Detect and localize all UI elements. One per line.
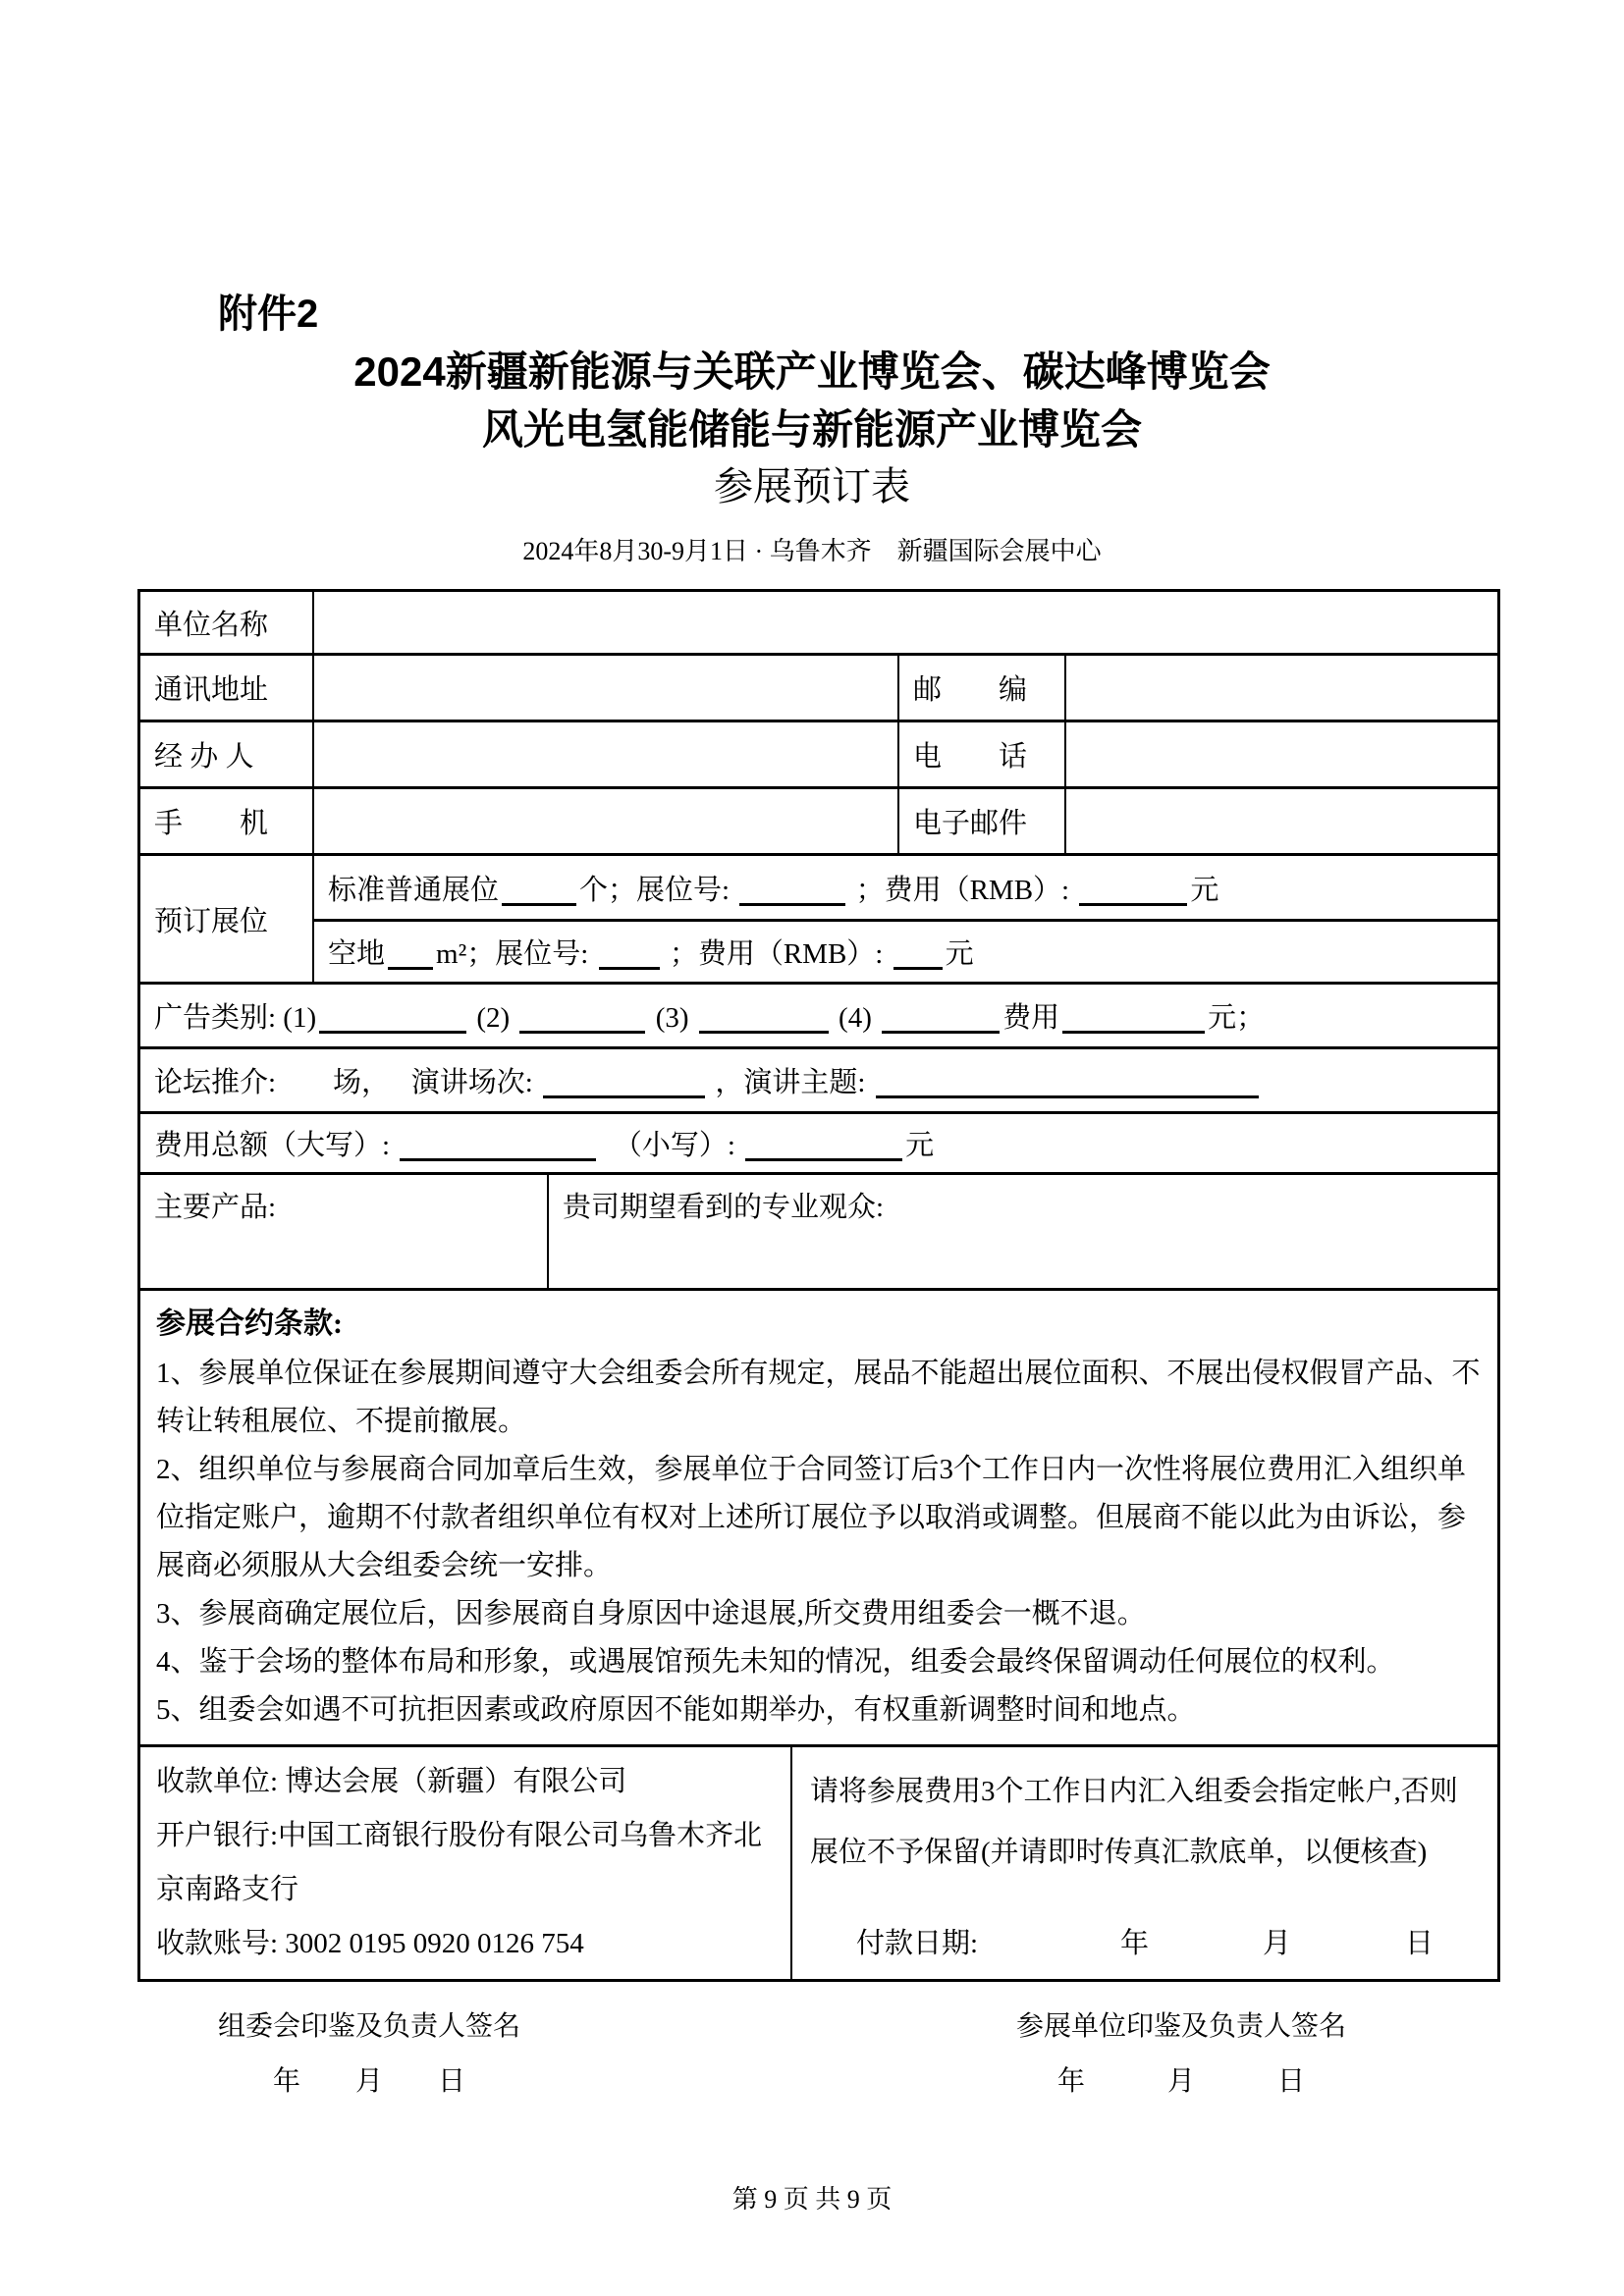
booth-options — [312, 856, 1497, 982]
total-fee-line — [140, 1114, 1497, 1172]
booth-label: 预订展位 — [154, 905, 269, 937]
page-number: 第 9 页 共 9 页 — [731, 2185, 893, 2214]
text-segment: (3) — [648, 1002, 696, 1034]
blank-underline — [699, 1001, 829, 1034]
title-line-1-text: 新疆新能源与关联产业博览会、碳达峰博览会 — [445, 350, 1271, 396]
title-line-3: 参展预订表 — [714, 464, 910, 508]
row-unit-name — [140, 592, 1497, 653]
organizer-signature-block — [218, 2004, 520, 2099]
blank-underline — [543, 1066, 705, 1098]
payment-instructions — [790, 1747, 1497, 1979]
text-segment: m²；展位号: — [436, 938, 596, 970]
blank-underline — [400, 1129, 596, 1161]
attachment-label: 附件2 — [218, 293, 319, 336]
blank-underline — [319, 1001, 466, 1034]
text-segment: (2) — [469, 1002, 517, 1034]
agent-label: 经 办 人 — [154, 741, 254, 773]
blank-underline — [893, 937, 943, 970]
booth-rawspace-text — [328, 932, 974, 972]
text-segment: 费用 — [1002, 1002, 1060, 1034]
unit-name-label: 单位名称 — [154, 609, 269, 641]
text-segment: 标准普通展位 — [328, 874, 500, 906]
text-segment: 个；展位号: — [579, 874, 737, 906]
list-item: 1、参展单位保证在参展期间遵守大会组委会所有规定，展品不能超出展位面积、不展出侵权假冒产品、不转让转租展位、不提前撤展。 — [156, 1358, 1481, 1437]
list-item: 3、参展商确定展位后，因参展商自身原因中途退展,所交费用组委会一概不退。 — [156, 1598, 1146, 1629]
mobile-label: 手 机 — [154, 808, 269, 839]
total-fee-text — [154, 1123, 934, 1163]
postcode-value — [1064, 656, 1497, 720]
text-segment: 论坛推介: 场， 演讲场次: — [154, 1067, 541, 1098]
blank-underline — [599, 937, 660, 970]
title-year: 2024 — [353, 348, 446, 395]
email-value — [1064, 789, 1497, 853]
row-products — [140, 1172, 1497, 1288]
unit-name-value — [312, 592, 1497, 653]
blank-underline — [745, 1129, 902, 1161]
row-terms — [140, 1288, 1497, 1744]
list-item: 收款单位: 博达会展（新疆）有限公司 — [156, 1766, 627, 1797]
address-label: 通讯地址 — [154, 674, 269, 706]
text-segment: （小写）: — [599, 1130, 743, 1161]
row-total-fee — [140, 1111, 1497, 1172]
terms-cell — [140, 1291, 1497, 1744]
agent-value — [312, 722, 897, 786]
event-date-venue: 2024年8月30-9月1日 · 乌鲁木齐 新疆国际会展中心 — [522, 537, 1102, 565]
address-value — [312, 656, 897, 720]
row-address — [140, 653, 1497, 720]
text-segment: 广告类别: (1) — [154, 1002, 317, 1034]
blank-underline — [502, 873, 576, 905]
list-item: 4、鉴于会场的整体布局和形象，或遇展馆预先未知的情况，组委会最终保留调动任何展位的权利。 — [156, 1646, 1395, 1678]
products-label: 主要产品: — [154, 1192, 277, 1223]
booth-rawspace-line — [314, 919, 1497, 982]
forum-line — [140, 1049, 1497, 1111]
postcode-label: 邮 编 — [897, 656, 1064, 720]
blank-underline — [388, 937, 433, 970]
signature-section — [218, 2004, 1346, 2099]
row-forum — [140, 1046, 1497, 1111]
email-label: 电子邮件 — [897, 789, 1064, 853]
mobile-value — [312, 789, 897, 853]
advertising-text — [154, 995, 1265, 1036]
title-line-1 — [0, 349, 1624, 396]
text-segment: ；费用（RMB）: — [662, 938, 891, 970]
advertising-line — [140, 985, 1497, 1046]
terms-list — [156, 1350, 1482, 1735]
row-agent — [140, 720, 1497, 786]
organizer-signature-title: 组委会印鉴及负责人签名 — [218, 2011, 521, 2042]
text-segment: ；费用（RMB）: — [848, 874, 1077, 906]
forum-text — [154, 1060, 1262, 1100]
row-mobile — [140, 786, 1497, 853]
text-segment: 元 — [1190, 874, 1219, 906]
phone-value — [1064, 722, 1497, 786]
blank-underline — [876, 1066, 1259, 1098]
blank-underline — [1062, 1001, 1205, 1034]
payment-note: 请将参展费用3个工作日内汇入组委会指定帐户,否则展位不予保留(并请即时传真汇款底单，以便核查) — [810, 1776, 1458, 1868]
blank-underline — [739, 873, 845, 905]
payment-bank-info — [140, 1747, 790, 1979]
list-item: 收款账号: 3002 0195 0920 0126 754 — [156, 1928, 584, 1959]
text-segment: ，演讲主题: — [708, 1067, 873, 1098]
text-segment: 空地 — [328, 938, 386, 970]
text-segment: 元 — [905, 1130, 935, 1161]
terms-heading: 参展合约条款: — [156, 1308, 343, 1340]
title-line-2: 风光电氢能储能与新能源产业博览会 — [481, 408, 1142, 454]
list-item: 开户银行:中国工商银行股份有限公司乌鲁木齐北京南路支行 — [156, 1820, 763, 1905]
booking-form-table — [137, 589, 1500, 1982]
blank-underline — [882, 1001, 1000, 1034]
blank-underline — [519, 1001, 645, 1034]
exhibitor-signature-date: 年 月 日 — [1056, 2066, 1305, 2097]
list-item: 2、组织单位与参展商合同加章后生效，参展单位于合同签订后3个工作日内一次性将展位费用汇入组织单位指定账户，逾期不付款者组织单位有权对上述所订展位予以取消或调整。但展商不能以此为由诉讼，参展商必须服从大会组委会统一安排。 — [156, 1454, 1467, 1581]
audience-label: 贵司期望看到的专业观众: — [547, 1175, 1497, 1288]
organizer-signature-date: 年 月 日 — [273, 2066, 466, 2097]
row-payment — [140, 1744, 1497, 1979]
row-booth — [140, 853, 1497, 982]
blank-underline — [1079, 873, 1187, 905]
text-segment: 费用总额（大写）: — [154, 1130, 398, 1161]
text-segment: 元 — [945, 938, 974, 970]
text-segment: 元； — [1208, 1002, 1266, 1034]
exhibitor-signature-title: 参展单位印鉴及负责人签名 — [1015, 2011, 1346, 2042]
booth-standard-line — [314, 856, 1497, 919]
exhibitor-signature-block — [1016, 2004, 1346, 2099]
row-advertising — [140, 982, 1497, 1046]
text-segment: (4) — [831, 1002, 880, 1034]
booth-standard-text — [328, 868, 1218, 908]
list-item: 5、组委会如遇不可抗拒因素或政府原因不能如期举办，有权重新调整时间和地点。 — [156, 1694, 1196, 1726]
payment-date-line: 付款日期: 年 月 日 — [855, 1928, 1435, 1959]
phone-label: 电 话 — [897, 722, 1064, 786]
